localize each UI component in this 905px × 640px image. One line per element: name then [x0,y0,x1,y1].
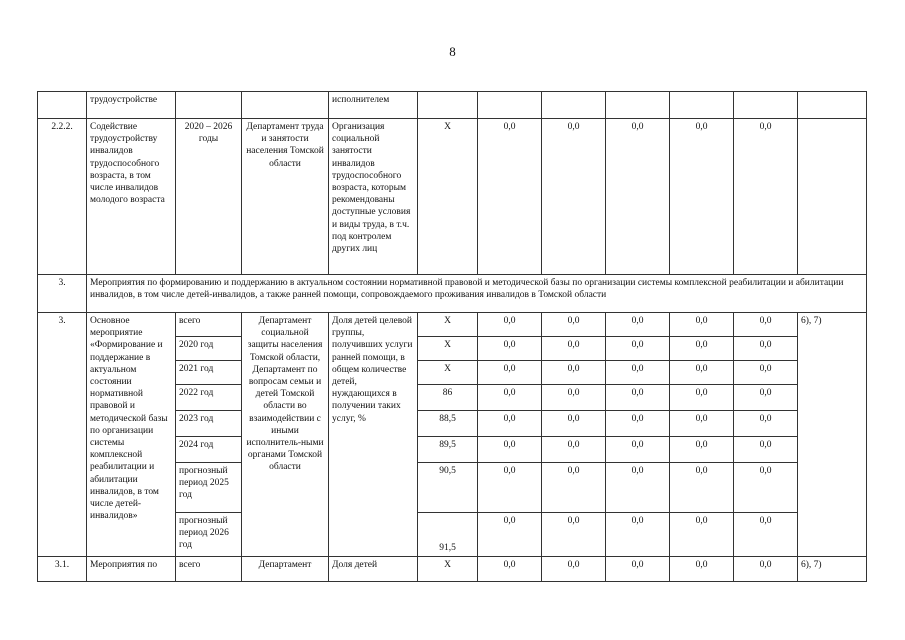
value-cell: 0,0 [542,313,606,337]
page-number: 8 [449,44,456,59]
value-cell: 0,0 [734,385,798,411]
value-cell: 0,0 [734,337,798,361]
table-row [38,119,867,275]
value-cell: 0,0 [542,437,606,463]
period-cell: прогнозный период 2026 год [176,513,242,557]
value-cell: 0,0 [606,313,670,337]
period-cell: 2023 год [176,411,242,437]
value-cell: 0,0 [542,513,606,557]
value-cell: 0,0 [606,437,670,463]
executor-cell: Департамент социальной защиты населения Томской области, Департамент по вопросам семьи и детей Томской области во взаимодействии с иными исполнитель-ными органами Томской области [242,313,329,557]
value-cell: 0,0 [478,313,542,337]
value-cell: 0,0 [670,361,734,385]
value-cell: 0,0 [542,557,606,582]
executor-cell: Департамент [242,557,329,582]
indicator-cell: Доля детей целевой группы, получивших услуги ранней помощи, в общем количестве детей, нуждающихся в получении таких услуг, % [329,313,418,557]
indicator-cell: исполнителем [329,92,418,119]
name-cell: Содействие трудоустройству инвалидов трудоспособного возраста, в том числе инвалидов молодого возраста [87,119,176,275]
value-cell: 0,0 [478,119,542,275]
name-cell: Основное мероприятие «Формирование и поддержание в актуальном состоянии нормативной правовой и методической базы по организации системы комплексной реабилитации и абилитации инвалидов, в том числе детей-инвалидов» [87,313,176,557]
value-cell: 0,0 [542,411,606,437]
value-cell: 0,0 [734,463,798,513]
value-cell: 0,0 [478,385,542,411]
section-header-row [38,275,867,313]
note-cell: 6), 7) [798,313,867,557]
value-cell: 0,0 [670,385,734,411]
period-cell: 2022 год [176,385,242,411]
value-cell: 0,0 [734,313,798,337]
period-cell: прогнозный период 2025 год [176,463,242,513]
value-cell: 0,0 [478,513,542,557]
value-cell: 0,0 [606,463,670,513]
value-cell: 0,0 [670,463,734,513]
program-table [37,91,867,582]
table-row [38,92,867,119]
target-value: X [418,557,478,582]
value-cell: 0,0 [670,337,734,361]
value-cell: 0,0 [478,337,542,361]
period-cell: 2021 год [176,361,242,385]
row-number: 2.2.2. [38,119,87,275]
target-value: X [418,337,478,361]
note-cell: 6), 7) [798,557,867,582]
period-cell: 2024 год [176,437,242,463]
value-cell: 0,0 [734,411,798,437]
period-cell: всего [176,313,242,337]
name-cell: Мероприятия по [87,557,176,582]
target-value: X [418,361,478,385]
value-cell: 0,0 [670,557,734,582]
row-number: 3.1. [38,557,87,582]
value-cell: 0,0 [542,337,606,361]
value-cell: 0,0 [478,557,542,582]
value-cell: 0,0 [478,437,542,463]
value-cell: 0,0 [734,361,798,385]
target-value: 89,5 [418,437,478,463]
target-value: X [418,119,478,275]
value-cell: 0,0 [606,513,670,557]
indicator-cell: Доля детей [329,557,418,582]
value-cell: 0,0 [734,513,798,557]
table-row [38,557,867,582]
value-cell: 0,0 [670,437,734,463]
target-value: X [418,313,478,337]
row-number: 3. [38,313,87,557]
value-cell: 0,0 [670,513,734,557]
value-cell: 0,0 [542,361,606,385]
executor-cell: Департамент труда и занятости населения Томской области [242,119,329,275]
value-cell: 0,0 [734,437,798,463]
value-cell: 0,0 [478,463,542,513]
value-cell: 0,0 [670,119,734,275]
target-value: 90,5 [418,463,478,513]
value-cell: 0,0 [478,361,542,385]
value-cell: 0,0 [542,119,606,275]
value-cell: 0,0 [478,411,542,437]
target-value: 86 [418,385,478,411]
value-cell: 0,0 [606,557,670,582]
value-cell: 0,0 [542,463,606,513]
period-cell: 2020 год [176,337,242,361]
value-cell: 0,0 [606,385,670,411]
indicator-cell: Организация социальной занятости инвалидов трудоспособного возраста, которым рекомендованы доступные условия и виды труда, в т.ч. под контролем других лиц [329,119,418,275]
value-cell: 0,0 [606,119,670,275]
section-title: Мероприятия по формированию и поддержанию в актуальном состоянии нормативной правовой и методической базы по организации системы комплексной реабилитации и абилитации инвалидов, в том числе детей-инвалидов, а также ранней помощи, сопровождаемого проживания инвалидов в Томской области [87,275,867,313]
value-cell: 0,0 [606,337,670,361]
value-cell: 0,0 [606,361,670,385]
value-cell: 0,0 [734,119,798,275]
name-cell: трудоустройстве [87,92,176,119]
period-cell: всего [176,557,242,582]
period-cell: 2020 – 2026 годы [176,119,242,275]
table-row [38,313,867,337]
target-value: 88,5 [418,411,478,437]
value-cell: 0,0 [606,411,670,437]
value-cell: 0,0 [670,411,734,437]
value-cell: 0,0 [734,557,798,582]
row-number: 3. [38,275,87,313]
value-cell: 0,0 [670,313,734,337]
value-cell: 0,0 [542,385,606,411]
target-value: 91,5 [418,513,478,557]
